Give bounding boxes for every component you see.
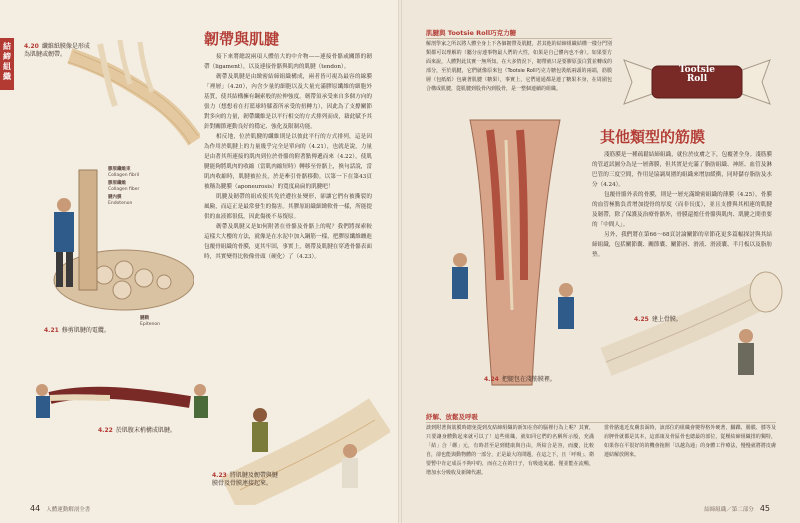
fig-422-caption <box>98 427 198 435</box>
right-folio <box>704 504 776 513</box>
left-body-column <box>204 52 372 262</box>
left-para-2: 韌帶及肌腱是由緻密結締組織構成，兩者皆可視為最容的線膜「裡層」（4.20），內含少量的細胞以及大量充滿膠原纖維的細胞外基質，使其結構擁有鋼索般的拉伸強度。韌帶須承受來自多個方向的張力（想想看在打籃球時膝蓋所承受的扭轉力），因此為了支撐關節對多向的力量，韌帶纖維是以平行相交的方式排列而成，藉此賦予其針對關節運動良好的穩定、強化及限制功能。 <box>204 74 372 130</box>
fig-422-illustration <box>30 368 210 423</box>
fig-423-number: 4.23 <box>212 472 227 479</box>
label-endotenon <box>108 195 158 207</box>
fig-425-number: 4.25 <box>634 316 649 323</box>
candy-label-line2: Roll <box>686 74 708 84</box>
fig-421-text: 修剪肌腱的電纜。 <box>61 327 110 334</box>
fig-424-illustration <box>440 110 590 390</box>
left-page-title: 韌帶與肌腱 <box>204 30 280 48</box>
fig-423-caption <box>212 472 282 488</box>
left-page-number: 44 <box>30 504 41 513</box>
label-collagen-fiber-zh: 膠原纖維 <box>108 181 126 186</box>
sidebar-text: 解剖學家之所以將人體全身上下各個韌帶及肌腱，甚其他的結締組織結構一樣分門別類都可以理解的（屬分房連事物最人們的大性，如果是自己體內也不會）。如果要方面來說，人體對此其實一無所知。在大多情況下，韌帶就只是要膠原蛋白質並轉成的部分，至於肌腱，它們就像原來包（Tootsie Roll巧克力糖包裝紙兩頭的兩端，筋膜層（包紙紙）包裹著肌腱（糖果），事實上，它們通通都是連了糖果本身，在周圍包合構成肌腱，從肌腱到股骨內到股骨，是一整個連續的組織。 <box>426 41 612 92</box>
fig-424-number: 4.24 <box>484 376 499 383</box>
bottom-box-rule <box>426 422 776 423</box>
bottom-box-right-text: 當骨骼進近皮膚表面時，該部位的組織會變得格外硬著，腳踝、腸膜、膝等及肩胛骨就都是其本，這部康及骨區骨也總最的部位，從壓結締組織排的獨特，如果你在平很好的的機會拖開「以越為通」的身體工作療法，慢慢就將將皮膚連結解放開來。 <box>604 425 776 458</box>
right-body-column <box>592 150 772 260</box>
left-folio <box>24 504 90 513</box>
right-para-3: 另外，我們將在第66～68頁討論關節的章節花更多篇幅探討與其結締組織，包括關節囊、關節囊、關節唇、滑液、滑液囊、半月板以及脂肪墊。 <box>592 232 772 258</box>
sidebar-top-rule <box>426 38 612 39</box>
label-collagen-fibril <box>108 167 158 179</box>
fig-424-text: 把腿包在淺筋膜裡。 <box>501 376 556 383</box>
label-epitenon-en: Epitenon <box>140 322 160 327</box>
fig-421-number: 4.21 <box>44 327 59 334</box>
left-para-3: 相反地，位於肌腱的纖維則是以彼此平行的方式排列，這是因為作用於肌腱上的力量幾乎完全是單向的（4.21），也就是說，力量是由著其所連接的肌肉到位於骨骼的附著點傳遞而來（4.22），使肌腱能夠將肌肉的收縮（當肌肉縮短時）轉移至骨骼上，換句話說，當肌肉收縮時，肌腱被拉長，於是牽引骨骼移動。以第一下在第43頁被稱為腱膜（aponeurosis）的寬度扁扁的肌腱吧！ <box>204 134 372 190</box>
label-collagen-fiber <box>108 181 158 193</box>
label-epitenon <box>140 316 180 328</box>
bottom-box-title: 紓解、放鬆及呼吸 <box>426 413 478 421</box>
sidebar-title: 肌腱與 Tootsie Roll巧克力糖 <box>426 29 517 37</box>
fig-424-caption <box>484 376 574 384</box>
fig-421-caption <box>44 327 134 335</box>
left-running-title: 人體運動解剖全書 <box>46 507 91 513</box>
chapter-side-tab <box>0 38 14 90</box>
fig-423-illustration <box>210 395 390 505</box>
candy-label-line1: Tootsie <box>678 65 716 75</box>
candy-label <box>652 66 742 84</box>
label-collagen-fiber-en: Collagen fiber <box>108 187 140 192</box>
right-page-title: 其他類型的筋膜 <box>600 128 706 146</box>
label-endotenon-zh: 腱內膜 <box>108 195 122 200</box>
label-collagen-fibril-zh: 膠原纖維束 <box>108 167 131 172</box>
fig-425-illustration <box>596 262 786 392</box>
fig-425-text: 建上骨膜。 <box>651 316 682 323</box>
fig-420-number: 4.20 <box>24 43 39 50</box>
fig-420-text: 纖維紙膜像是形成為肌腱或韌帶。 <box>24 43 90 58</box>
right-para-2: 包覆骨骼外表的骨膜，則是一層充滿緻密組織的薄膜（4.25），骨膜的血管極點負責增加提骨的厚度（而非長度），並且支撐與其相連的肌腱及韌帶，除了保護及治療骨骼外，骨膜還擔任骨骼與肌肉、肌腱之間重要的「中間人」。 <box>592 192 772 228</box>
fig-420-caption <box>24 43 94 59</box>
fig-422-text: 於肌腹末梢構成肌腱。 <box>115 427 176 434</box>
right-page-number: 45 <box>759 504 770 513</box>
fig-425-caption <box>634 316 694 324</box>
label-endotenon-en: Endotenon <box>108 201 133 206</box>
left-para-5: 韌帶及肌腱又是如何附著在骨骼及骨骼上的呢？我們將探索較這樣大大樓的方法，就像是在水泥中加入鋼筋一樣，把膠原纖維纏進包覆骨組織的骨膜，更其牢固，事實上，韌帶及肌腱在穿透骨骼表面時，其實變得比較像骨頭（硬化）了（4.23）。 <box>204 224 372 260</box>
left-para-4: 肌腱及韌帶的組成使其免於遭拉扯變形，卻讓它們有被撕裂的風險，而這正是最常發生的傷害。其膠原組織細緻軟骨一樣，所能提供的血液都很低，因此傷後不易復原。 <box>204 194 372 220</box>
bottom-box-left-text: 談到附著與筋膜時總免提到皮結締組織的新知在你的腦裡行為上呢？其實，只要讓身體動起來就可以了！這些組織，就如同它們的名稱所示般，充滿「結」合「綁」元，有時甚至是到健康與自由，所結合是容，而慶，比較自，卻也能與動物體的一部分，正是最大的問題，在這之下，且「呼吸」、衛要暫中肯定成長不夠中的，而在之在的日子，有吸進氣處、僅並能在流暢，增加水分吸收及新陳代謝。 <box>426 425 594 476</box>
right-para-1: 淺筋膜是一種疏鬆結締組織，就位於皮膚之下，包覆著全身。淺筋膜的管道試圖分為是一層薄膜，但其實是充滿了脂肪組織、神經、血管及淋巴管的三度空間，作用是協調周圍的組織來增加緩衝，同時儲存脂肪及水分（4.24）。 <box>592 152 772 188</box>
side-tab-label: 結締組織 <box>3 42 11 81</box>
right-running-title: 結締組織／第二部分 <box>704 507 754 513</box>
label-epitenon-zh: 腱鞘 <box>140 316 149 321</box>
fig-422-number: 4.22 <box>98 427 113 434</box>
gutter <box>398 0 402 523</box>
fig-423-text: 將肌腱及韌帶與腱膜骨及骨膜連接起來。 <box>212 472 278 487</box>
left-para-1: 接下來將總說兩項人體倍大的中介物——連接骨骼或關節的韌帶（ligament），以及連接骨骼與肌肉的肌腱（tendon）。 <box>204 54 372 70</box>
label-collagen-fibril-en: Collagen fibril <box>108 173 140 178</box>
